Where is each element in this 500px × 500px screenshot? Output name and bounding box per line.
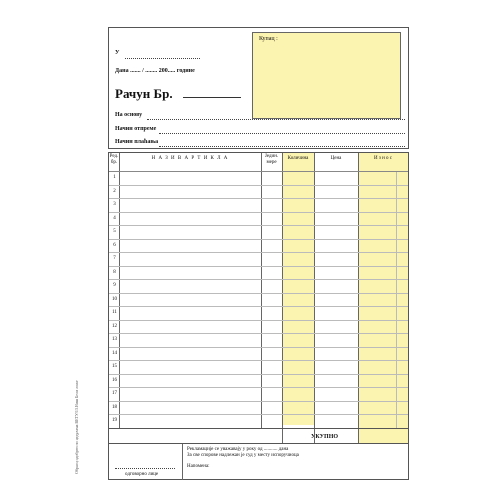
- row-number: 13: [112, 337, 117, 342]
- table-row[interactable]: [109, 387, 408, 388]
- row-number: 14: [112, 350, 117, 356]
- row-number: 12: [112, 323, 117, 329]
- table-row[interactable]: [109, 252, 408, 253]
- row-number: 4: [113, 215, 116, 221]
- items-table: [108, 152, 409, 444]
- table-row[interactable]: [109, 306, 408, 307]
- table-row[interactable]: [109, 212, 408, 213]
- row-number: 11: [112, 310, 117, 315]
- responsible-person-label: одговорно лице: [125, 472, 159, 477]
- recipient-label: У: [115, 50, 120, 56]
- header-quantity: Количина: [287, 156, 309, 161]
- row-number: 3: [113, 202, 116, 207]
- row-number: 10: [112, 296, 117, 302]
- invoice-header: [108, 27, 409, 149]
- table-row[interactable]: [109, 347, 408, 348]
- header-unit: Једин. мере: [264, 154, 279, 165]
- table-row[interactable]: [109, 414, 408, 415]
- basis-field[interactable]: [147, 119, 405, 120]
- complaint-text-1: Рекламације се уважавају у року од ........... дана: [187, 447, 289, 452]
- header-amount: И з н о с: [374, 156, 392, 161]
- table-row[interactable]: [109, 293, 408, 294]
- table-row[interactable]: [109, 185, 408, 186]
- header-divider: [109, 171, 408, 172]
- row-number: 15: [112, 364, 117, 369]
- buyer-box[interactable]: [252, 32, 401, 119]
- payment-field[interactable]: [159, 146, 405, 147]
- total-divider: [109, 428, 408, 429]
- header-rownum: Ред. бр.: [109, 154, 119, 165]
- row-number: 18: [112, 404, 117, 410]
- row-number: 6: [113, 242, 116, 248]
- shipping-field[interactable]: [159, 133, 405, 134]
- column-divider: [282, 153, 283, 443]
- complaint-text-2: За све спорове надлежан је суд у месту испоручиоца: [187, 453, 299, 458]
- table-row[interactable]: [109, 320, 408, 321]
- invoice-number-field[interactable]: [183, 97, 241, 98]
- total-label: УКУПНО: [311, 434, 339, 440]
- table-row[interactable]: [109, 225, 408, 226]
- date-row: [115, 68, 195, 74]
- table-row[interactable]: [109, 266, 408, 267]
- date-label: Дана ....... / ........ 200..... године: [115, 68, 195, 74]
- row-number: 2: [113, 188, 116, 194]
- quantity-column-highlight: [282, 153, 314, 425]
- table-row[interactable]: [109, 279, 408, 280]
- basis-label: На основу: [115, 112, 143, 118]
- table-row[interactable]: [109, 360, 408, 361]
- table-row[interactable]: [109, 198, 408, 199]
- recipient-row: [115, 50, 119, 56]
- footer-divider: [182, 444, 183, 480]
- recipient-field[interactable]: [125, 58, 200, 59]
- buyer-label: Купац :: [259, 36, 278, 42]
- row-number: 8: [113, 269, 116, 275]
- row-number: 16: [112, 377, 117, 383]
- basis-row: [115, 112, 142, 118]
- row-number: 19: [112, 418, 117, 423]
- table-row[interactable]: [109, 401, 408, 402]
- payment-label: Начин плаћања: [115, 139, 159, 145]
- invoice-title: Рачун Бр.: [115, 86, 173, 101]
- signature-field[interactable]: [115, 468, 175, 469]
- table-row[interactable]: [109, 374, 408, 375]
- amount-column-highlight: [358, 153, 408, 443]
- row-number: 1: [113, 175, 116, 180]
- row-number: 17: [112, 391, 117, 396]
- shipping-label: Начин отпреме: [115, 126, 157, 132]
- shipping-row: [115, 126, 156, 132]
- header-article-name: Н А З И В А Р Т И К Л А: [151, 156, 229, 161]
- column-divider: [314, 153, 315, 443]
- payment-row: [115, 139, 158, 145]
- invoice-footer: [108, 444, 409, 480]
- row-number: 5: [113, 229, 116, 234]
- amount-subdivider: [396, 171, 397, 428]
- note-label: Напомена:: [187, 464, 210, 469]
- column-divider: [358, 153, 359, 443]
- table-row[interactable]: [109, 239, 408, 240]
- row-number: 9: [113, 283, 116, 288]
- table-row[interactable]: [109, 333, 408, 334]
- row-number: 7: [113, 256, 116, 261]
- print-note: Обрасц одобрен по цедулама ВЕТУ/13.Ниш Бели ложе: [74, 380, 79, 474]
- header-price: Цена: [330, 156, 342, 161]
